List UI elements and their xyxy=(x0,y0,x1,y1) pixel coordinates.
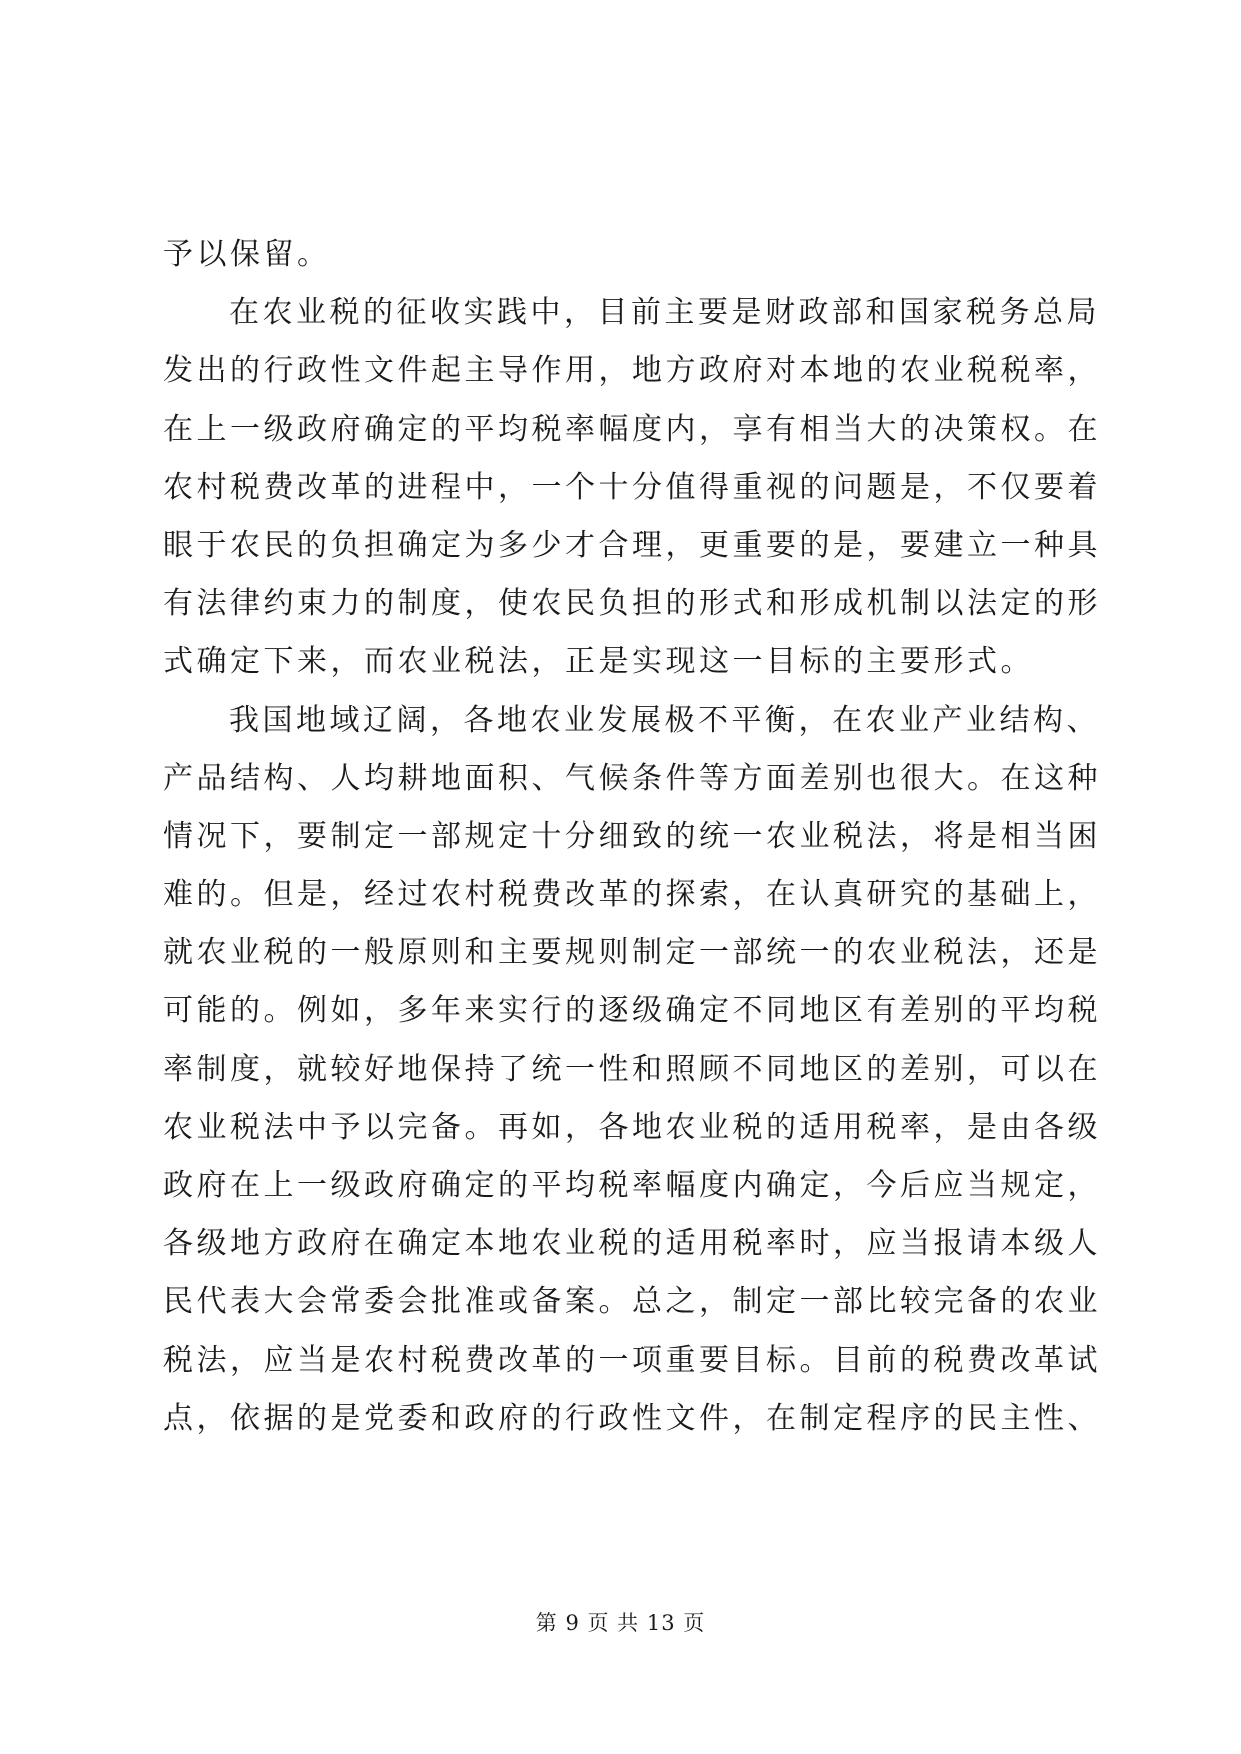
text-line: 难的。但是，经过农村税费改革的探索，在认真研究的基础上， xyxy=(163,877,1101,913)
text-line: 眼于农民的负担确定为多少才合理，更重要的是，要建立一种具 xyxy=(163,527,1101,563)
text-line: 民代表大会常委会批准或备案。总之，制定一部比较完备的农业 xyxy=(163,1284,1101,1320)
text-line: 在农业税的征收实践中，目前主要是财政部和国家税务总局 xyxy=(229,295,1100,331)
text-line: 农村税费改革的进程中，一个十分值得重视的问题是，不仅要着 xyxy=(163,469,1101,505)
text-line: 予以保留。 xyxy=(163,237,331,272)
text-line: 政府在上一级政府确定的平均税率幅度内确定，今后应当规定， xyxy=(163,1168,1101,1203)
page-footer xyxy=(0,1608,1241,1638)
text-line: 各级地方政府在确定本地农业税的适用税率时，应当报请本级人 xyxy=(163,1226,1101,1262)
text-line: 发出的行政性文件起主导作用，地方政府对本地的农业税税率， xyxy=(163,353,1101,389)
text-line: 有法律约束力的制度，使农民负担的形式和形成机制以法定的形 xyxy=(163,586,1101,622)
text-line: 率制度，就较好地保持了统一性和照顾不同地区的差别，可以在 xyxy=(163,1051,1101,1087)
page-number-label: 第 9 页 共 13 页 xyxy=(535,1611,706,1635)
text-line: 农业税法中予以完备。再如，各地农业税的适用税率，是由各级 xyxy=(163,1109,1101,1145)
text-line: 我国地域辽阔，各地农业发展极不平衡，在农业产业结构、 xyxy=(229,702,1100,738)
document-body xyxy=(163,226,1101,1448)
text-line: 式确定下来，而农业税法，正是实现这一目标的主要形式。 xyxy=(163,644,1034,680)
text-line: 税法，应当是农村税费改革的一项重要目标。目前的税费改革试 xyxy=(163,1342,1101,1378)
text-line: 可能的。例如，多年来实行的逐级确定不同地区有差别的平均税 xyxy=(163,993,1101,1029)
text-line: 就农业税的一般原则和主要规则制定一部统一的农业税法，还是 xyxy=(163,935,1101,971)
text-line: 点，依据的是党委和政府的行政性文件，在制定程序的民主性、 xyxy=(163,1400,1101,1436)
text-line: 情况下，要制定一部规定十分细致的统一农业税法，将是相当困 xyxy=(163,818,1101,854)
text-line: 产品结构、人均耕地面积、气候条件等方面差别也很大。在这种 xyxy=(163,760,1101,796)
text-line: 在上一级政府确定的平均税率幅度内，享有相当大的决策权。在 xyxy=(163,411,1101,447)
